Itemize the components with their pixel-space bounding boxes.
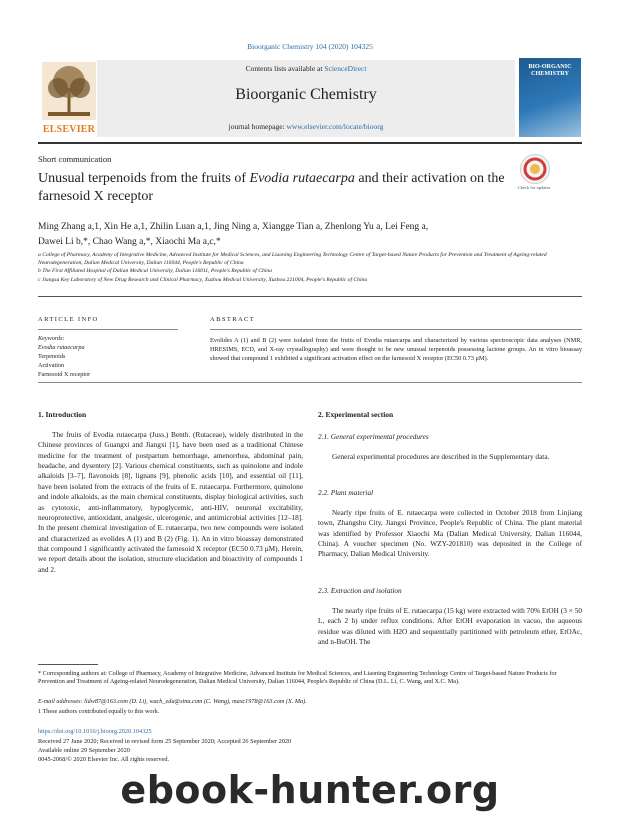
- paper-title: [38, 170, 508, 205]
- section-2-heading: 2. Experimental section: [318, 410, 394, 419]
- contents-line: [97, 64, 515, 73]
- publisher-name: ELSEVIER: [42, 124, 96, 135]
- header-rule: [38, 142, 582, 144]
- cover-title: BIO-ORGANIC CHEMISTRY: [528, 63, 572, 77]
- check-for-updates-badge[interactable]: [520, 154, 550, 184]
- corresponding-author-note: * Corresponding authors at: College of Pharmacy, Academy of Integrative Medicine, Advanced Institute for Medical Sciences, and Liaoning Engineering Technology Centre of Target-based Nature Products for Prevention and Treatment of Ageing-related Neurodegeneration, Dalian Medical University, Dalian 116044, People's Republic of China (D.L. Li, C. Wang, and X.C. Ma).: [38, 670, 557, 686]
- section-2-1-heading: 2.1. General experimental procedures: [318, 432, 429, 441]
- keyword-item: Evodia rutaecarpa: [38, 343, 85, 351]
- footnote-rule: [38, 664, 98, 665]
- section-1-heading: 1. Introduction: [38, 410, 87, 419]
- received-dates: Received 27 June 2020; Received in revised form 25 September 2020; Accepted 26 September 2020: [38, 738, 292, 745]
- keyword-item: Terpenoids: [38, 352, 66, 360]
- affiliation-a: a College of Pharmacy, Academy of Integrative Medicine, Advanced Institute for Medical Sciences, and Liaoning Engineering Technology Centre of Target-based Nature Products for Prevention and Treatment of Ageing-related Neurodegeneration, Dalian Medical University, Dalian 116044, People's Republic of China: [38, 252, 547, 266]
- article-type: Short communication: [38, 154, 112, 164]
- article-info-heading: ARTICLE INFO: [38, 316, 99, 323]
- section-2-1-text: General experimental procedures are described in the Supplementary data.: [332, 452, 550, 461]
- abstract-rule: [210, 329, 582, 330]
- sciencedirect-link[interactable]: ScienceDirect: [324, 64, 367, 73]
- keyword-item: Farnesoid X receptor: [38, 370, 91, 378]
- title-post: and their activation on the farnesoid X receptor: [38, 171, 505, 204]
- equal-contribution-note: 1 These authors contributed equally to this work.: [38, 708, 160, 715]
- check-updates-icon: [521, 155, 549, 183]
- online-date: Available online 29 September 2020: [38, 747, 130, 754]
- keywords-block: [38, 335, 90, 380]
- homepage-prefix: journal homepage:: [228, 122, 287, 131]
- check-for-updates-label: Check for updates: [517, 185, 551, 190]
- author-list: [38, 220, 582, 249]
- homepage-line: [97, 122, 515, 131]
- doi-link[interactable]: https://doi.org/10.1016/j.bioorg.2020.104325: [38, 728, 152, 735]
- affiliation-b: b The First Affiliated Hospital of Dalian Medical University, Dalian 116011, People's Republic of China: [38, 268, 272, 274]
- keyword-item: Activation: [38, 361, 65, 369]
- email-addresses[interactable]: E-mail addresses: lidw87@163.com (D. Li), wach_edu@sina.com (C. Wang), maxc1978@163.com (X. Ma).: [38, 698, 307, 705]
- journal-reference[interactable]: Bioorganic Chemistry 104 (2020) 104325: [247, 42, 373, 51]
- abstract-heading: ABSTRACT: [210, 316, 256, 323]
- affiliation-c: c Jiangsu Key Laboratory of New Drug Research and Clinical Pharmacy, Xuzhou Medical University, Xuzhou 221004, People's Republic of China: [38, 277, 368, 283]
- section-2-3-text: The nearly ripe fruits of E. rutaecarpa (15 kg) were extracted with 70% EtOH (3 × 50 L, each 2 h) under reflux conditions. After EtOH evaporation in vacuo, the aqueous residue was diluted with H2O and sequentially partitioned with petroleum ether, EtOAc, and n-BuOH. The: [318, 606, 582, 647]
- intro-paragraph: The fruits of Evodia rutaecarpa (Juss.) Benth. (Rutaceae), widely distributed in the Chinese provinces of Guangxi and Jiangxi [1], have been used as a traditional Chinese medicine for the treatment of postpartum hemorrhage, amenorrhea, abdominal pain, headache, and dysentery [2]. Various chemical constituents, such as quinolone and indole alkaloids [3–7], flavonoids [8], lignans [9], phenolic acids [10], and essential oil [11], have been isolated from the extracts of the fruits of E. rutaecarpa. Furthermore, quinolone and indole alkaloids, as the main chemical constituents, display biological activities, such as cytotoxic, anti-inflammatory, hypoglycemic, anti-HIV, neuronal excitability, neuroprotective, antioxidant, analgesic, ulcerogenic, and antimicrobial activities [12–18]. In the present chemical investigation of E. rutaecarpa, two new compounds were isolated and characterized as evolides A (1) and B (2) (Fig. 1). An in vitro bioassay demonstrated that compound 1 significantly activated the farnesoid X receptor (EC50 0.73 μM). Herein, we report details about the isolation, structure elucidation and bioactivity of compounds 1 and 2.: [38, 430, 303, 574]
- abstract-end-rule: [38, 382, 582, 383]
- abstract-text: Evolides A (1) and B (2) were isolated from the fruits of Evodia rutaecarpa and characterized by various spectroscopic data analyses (NMR, HRESIMS, ECD, and X-ray crystallography) and were thought to be new unusual terpenoids possessing lactone groups. An in vitro bioassay showed that compound 1 exhibited a significant activation effect on the farnesoid X receptor (EC50 0.73 μM).: [210, 337, 582, 363]
- title-pre: Unusual terpenoids from the fruits of: [38, 171, 250, 186]
- watermark: ebook-hunter.org: [120, 768, 500, 812]
- keywords-label: Keywords:: [38, 335, 65, 342]
- article-info-rule: [38, 329, 178, 330]
- section-2-2-heading: 2.2. Plant material: [318, 488, 374, 497]
- homepage-link[interactable]: www.elsevier.com/locate/bioorg: [286, 122, 384, 131]
- authors-line-1: Ming Zhang a,1, Xin He a,1, Zhilin Luan a,1, Jing Ning a, Xiangge Tian a, Zhenlong Yu a, Lei Feng a,: [38, 222, 429, 232]
- copyright-line: 0045-2068/© 2020 Elsevier Inc. All rights reserved.: [38, 756, 170, 763]
- section-2-2-text: Nearly ripe fruits of E. rutaecarpa were collected in October 2018 from Linjiang town, Zhangshu City, Jiangxi Province, People's Republic of China. The plant material was identified by Professor Xiaochi Ma (Dalian Medical University, Dalian 116044, China). A voucher specimen (No. WZY-201810) was deposited in the College of Pharmacy, Dalian Medical University.: [318, 508, 582, 559]
- title-species: Evodia rutaecarpa: [249, 171, 355, 186]
- front-matter-rule: [38, 296, 582, 297]
- journal-title: Bioorganic Chemistry: [235, 86, 377, 103]
- section-2-3-heading: 2.3. Extraction and isolation: [318, 586, 402, 595]
- contents-prefix: Contents lists available at: [245, 64, 325, 73]
- authors-line-2: Dawei Li b,*, Chao Wang a,*, Xiaochi Ma a,c,*: [38, 236, 221, 247]
